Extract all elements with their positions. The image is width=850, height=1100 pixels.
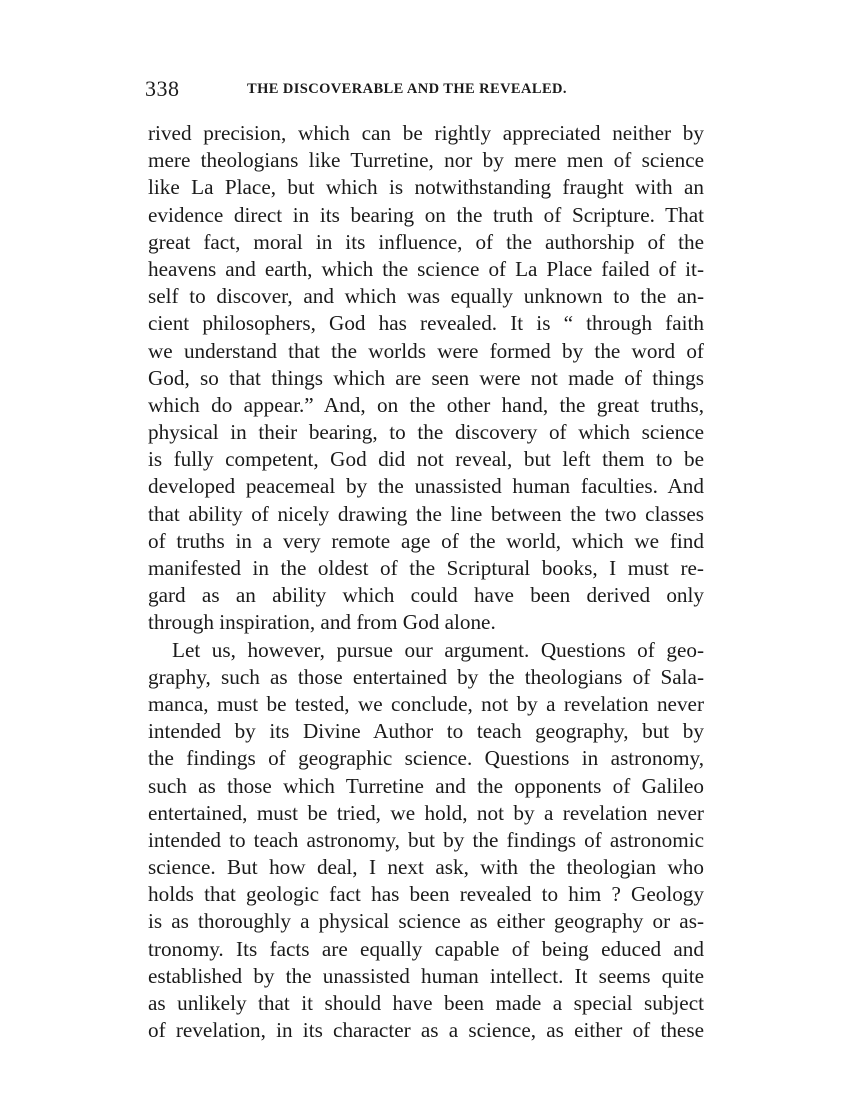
body-text <box>148 120 704 1044</box>
text-line: Let us, however, pursue our argument. Questions of geo- <box>172 637 704 662</box>
text-line: holds that geologic fact has been revealed to him ? Geology <box>148 882 704 907</box>
text-line: physical in their bearing, to the discovery of which science <box>148 420 704 445</box>
text-line: cient philosophers, God has revealed. It is “ through faith <box>148 311 704 336</box>
text-line: is as thoroughly a physical science as either geography or as- <box>148 909 704 934</box>
text-line: such as those which Turretine and the opponents of Galileo <box>148 773 704 798</box>
text-line: as unlikely that it should have been made a special subject <box>148 991 704 1015</box>
text-line: is fully competent, God did not reveal, but left them to be <box>148 447 704 472</box>
text-line: manca, must be tested, we conclude, not by a revelation never <box>148 691 704 716</box>
text-line: of truths in a very remote age of the world, which we find <box>148 528 704 553</box>
text-line: established by the unassisted human intellect. It seems quite <box>148 963 704 988</box>
text-line: graphy, such as those entertained by the theologians of Sala- <box>148 664 704 689</box>
paragraph <box>148 120 704 637</box>
text-line: manifested in the oldest of the Scriptural books, I must re- <box>148 556 704 580</box>
text-line: rived precision, which can be rightly appreciated neither by <box>148 121 704 145</box>
text-line: heavens and earth, which the science of La Place failed of it- <box>148 256 704 281</box>
text-line: tronomy. Its facts are equally capable of being educed and <box>148 936 704 961</box>
text-line: great fact, moral in its influence, of the authorship of the <box>148 229 704 254</box>
text-line: that ability of nicely drawing the line between the two classes <box>148 501 704 526</box>
page-number: 338 <box>145 76 180 101</box>
text-line: gard as an ability which could have been derived only <box>148 583 704 608</box>
text-line: science. But how deal, I next ask, with the theologian who <box>148 855 704 880</box>
text-line: which do appear.” And, on the other hand, the great truths, <box>148 392 704 417</box>
page-header <box>145 76 705 106</box>
text-line: we understand that the worlds were formed by the word of <box>148 338 704 363</box>
text-line: of revelation, in its character as a science, as either of these <box>148 1018 704 1043</box>
text-line: intended to teach astronomy, but by the findings of astronomic <box>148 827 704 852</box>
text-line: developed peacemeal by the unassisted human faculties. And <box>148 474 704 499</box>
text-line: the findings of geographic science. Questions in astronomy, <box>148 746 704 771</box>
text-line: mere theologians like Turretine, nor by mere men of science <box>148 148 704 173</box>
text-line: entertained, must be tried, we hold, not by a revelation never <box>148 800 704 825</box>
text-line: through inspiration, and from God alone. <box>148 610 496 635</box>
running-title: THE DISCOVERABLE AND THE REVEALED. <box>247 81 567 97</box>
paragraph <box>148 637 704 1045</box>
text-line: God, so that things which are seen were not made of things <box>148 365 704 390</box>
text-line: self to discover, and which was equally unknown to the an- <box>148 284 704 309</box>
text-line: intended by its Divine Author to teach geography, but by <box>148 719 704 744</box>
text-line: like La Place, but which is notwithstanding fraught with an <box>148 175 704 200</box>
text-line: evidence direct in its bearing on the truth of Scripture. That <box>148 202 704 227</box>
